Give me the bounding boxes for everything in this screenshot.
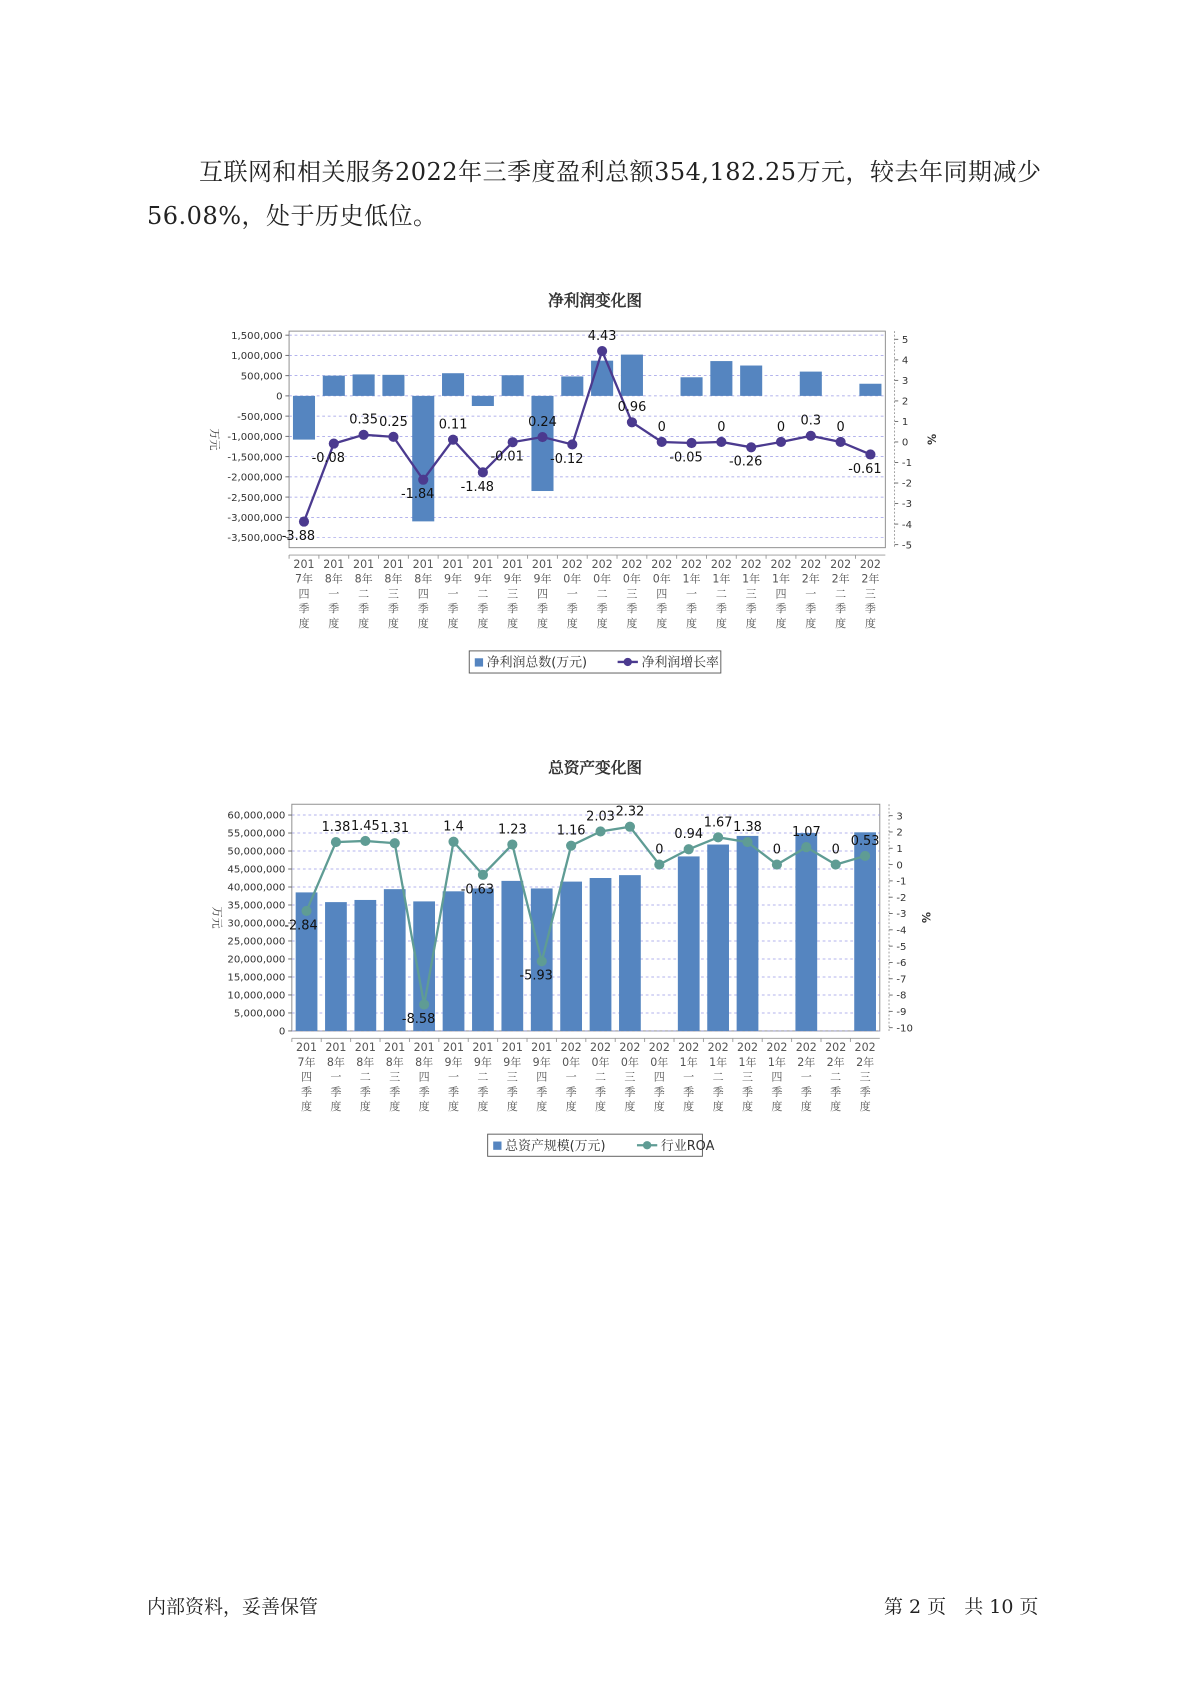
y2-tick-label: 1 xyxy=(901,417,909,429)
data-label: 0 xyxy=(772,842,782,858)
chart-title: 总资产变化图 xyxy=(548,760,643,777)
y2-tick-label: -3 xyxy=(901,499,913,511)
y2-tick-label: -1 xyxy=(901,458,913,470)
bar xyxy=(737,836,759,1031)
bar xyxy=(859,384,881,396)
data-label: -0.01 xyxy=(490,449,524,465)
y2-tick-label: 5 xyxy=(901,335,909,347)
line-point xyxy=(742,837,752,847)
line-point xyxy=(448,435,458,445)
total-unit: 页 xyxy=(1019,1596,1039,1618)
line-point xyxy=(390,838,400,848)
bar xyxy=(325,902,347,1031)
x-tick-label: 201 9年二季度 xyxy=(472,1041,494,1114)
y2-tick-label: -2 xyxy=(896,892,907,904)
y-tick-label: 35,000,000 xyxy=(227,900,286,912)
line-point xyxy=(299,517,309,527)
line-point xyxy=(566,841,576,851)
line-point xyxy=(657,437,667,447)
bar xyxy=(681,377,703,396)
data-label: -0.12 xyxy=(550,451,584,467)
data-label: 0 xyxy=(836,419,845,435)
line-point xyxy=(507,839,517,849)
y2-tick-label: -5 xyxy=(901,540,913,552)
y-tick-label: 10,000,000 xyxy=(227,990,286,1002)
line-point xyxy=(301,906,311,916)
data-label: 2.32 xyxy=(615,804,645,820)
bar xyxy=(293,396,315,440)
y2-tick-label: -9 xyxy=(896,1007,907,1019)
line-point xyxy=(567,439,577,449)
line-point xyxy=(654,860,664,870)
summary-paragraph xyxy=(147,150,1047,238)
x-tick-label: 201 7年四季度 xyxy=(293,557,315,630)
x-tick-label: 201 8年三季度 xyxy=(384,1041,406,1114)
x-tick-label: 202 0年四季度 xyxy=(651,557,673,630)
page-unit: 页 xyxy=(927,1596,947,1618)
line-point xyxy=(716,437,726,447)
y-tick-label: 45,000,000 xyxy=(227,864,286,876)
page-prefix: 第 xyxy=(884,1596,904,1618)
x-tick-label: 202 2年二季度 xyxy=(825,1041,847,1114)
y-tick-label: 5,000,000 xyxy=(233,1008,286,1020)
x-tick-label: 202 0年三季度 xyxy=(619,1041,641,1114)
data-label: -2.84 xyxy=(284,918,318,934)
footer-confidential-note: 内部资料，妥善保管 xyxy=(147,1596,319,1618)
data-label: 0 xyxy=(831,842,840,858)
line-point xyxy=(865,449,875,459)
legend-swatch-point xyxy=(643,1141,651,1149)
chart-svg xyxy=(0,760,1191,1230)
summary-text: 互联网和相关服务2022年三季度盈利总额354,182.25万元，较去年同期减少56.08%，处于历史低位。 xyxy=(147,158,1042,230)
y2-tick-label: 3 xyxy=(901,376,909,388)
line-point xyxy=(860,851,870,861)
y-tick-label: 30,000,000 xyxy=(227,918,286,930)
line-point xyxy=(801,842,811,852)
line-point xyxy=(537,956,547,966)
chart-svg xyxy=(0,262,1191,732)
y2-tick-label: 4 xyxy=(901,355,909,367)
line-point xyxy=(508,437,518,447)
data-label: 0.53 xyxy=(850,833,880,849)
x-tick-label: 202 1年四季度 xyxy=(770,557,792,630)
line-point xyxy=(419,999,429,1009)
x-tick-label: 201 9年四季度 xyxy=(531,1041,553,1114)
line-point xyxy=(360,836,370,846)
bar xyxy=(560,882,582,1031)
x-tick-label: 201 9年一季度 xyxy=(442,1041,465,1114)
bar xyxy=(561,376,583,395)
line-point xyxy=(331,837,341,847)
y-tick-label: 60,000,000 xyxy=(227,810,286,822)
y2-tick-label: -2 xyxy=(901,478,913,490)
page-number: 2 xyxy=(909,1596,922,1618)
line-point xyxy=(772,860,782,870)
data-label: 1.07 xyxy=(791,825,821,841)
x-tick-label: 201 9年三季度 xyxy=(502,557,524,630)
y2-tick-label: -4 xyxy=(896,925,907,937)
bar xyxy=(323,376,345,396)
data-label: 2.03 xyxy=(586,809,615,825)
y-tick-label: -500,000 xyxy=(237,411,283,423)
data-label: 0 xyxy=(717,419,726,435)
data-label: 0 xyxy=(657,419,666,435)
bar xyxy=(384,889,406,1031)
bar xyxy=(472,396,494,406)
y-tick-label: 500,000 xyxy=(240,371,283,383)
line-point xyxy=(448,837,458,847)
y-axis-title: 万元 xyxy=(210,906,224,929)
bar xyxy=(800,372,822,396)
data-label: 1.38 xyxy=(733,820,762,836)
y2-tick-label: 2 xyxy=(896,827,903,839)
bar xyxy=(382,375,404,396)
bar xyxy=(795,833,817,1031)
data-label: 1.16 xyxy=(556,823,586,839)
x-tick-label: 202 2年一季度 xyxy=(800,557,822,630)
x-tick-label: 202 2年一季度 xyxy=(795,1041,817,1114)
data-label: -1.84 xyxy=(401,487,435,503)
bar xyxy=(412,396,434,521)
x-tick-label: 202 1年三季度 xyxy=(736,1041,759,1114)
bar xyxy=(443,891,465,1031)
line-point xyxy=(595,826,605,836)
footer-page-info xyxy=(884,1592,1044,1619)
y-tick-label: -2,000,000 xyxy=(227,472,283,484)
bar xyxy=(442,373,464,396)
line-point xyxy=(713,832,723,842)
x-tick-label: 202 0年二季度 xyxy=(591,557,613,630)
y-tick-label: 55,000,000 xyxy=(227,828,286,840)
line-point xyxy=(597,346,607,356)
x-tick-label: 201 8年四季度 xyxy=(413,1041,435,1114)
x-tick-label: 201 8年二季度 xyxy=(353,557,375,630)
data-label: -3.88 xyxy=(281,529,316,545)
y2-tick-label: -4 xyxy=(901,519,913,531)
total-assets-chart xyxy=(0,760,1191,1230)
y-tick-label: 20,000,000 xyxy=(227,954,286,966)
line-point xyxy=(746,442,756,452)
data-label: 0.35 xyxy=(349,412,378,428)
bar xyxy=(472,888,494,1031)
chart-title: 净利润变化图 xyxy=(548,291,643,311)
bar xyxy=(502,375,524,396)
y-tick-label: 1,000,000 xyxy=(231,351,283,363)
y-tick-label: 15,000,000 xyxy=(227,972,286,984)
bar xyxy=(501,881,523,1031)
total-prefix: 共 xyxy=(964,1596,984,1618)
x-tick-label: 202 1年二季度 xyxy=(710,557,732,630)
data-label: 0.11 xyxy=(438,417,468,433)
y-tick-label: 50,000,000 xyxy=(227,846,286,858)
y-tick-label: 1,500,000 xyxy=(231,330,283,342)
y-tick-label: -1,500,000 xyxy=(227,452,283,464)
x-tick-label: 202 1年一季度 xyxy=(681,557,703,630)
line-point xyxy=(806,431,816,441)
y2-tick-label: 0 xyxy=(901,437,909,449)
data-label: -0.05 xyxy=(669,450,703,466)
data-label: -0.08 xyxy=(311,451,345,467)
data-label: 0.96 xyxy=(617,400,647,416)
data-label: 1.45 xyxy=(350,818,380,834)
y2-tick-label: -5 xyxy=(896,941,907,953)
y2-tick-label: 1 xyxy=(896,843,903,855)
bar xyxy=(854,832,876,1031)
x-tick-label: 202 0年四季度 xyxy=(648,1041,670,1114)
y2-tick-label: 3 xyxy=(896,811,903,823)
y-tick-label: -3,000,000 xyxy=(227,513,283,525)
data-label: -0.61 xyxy=(848,461,882,477)
x-tick-label: 201 8年二季度 xyxy=(354,1041,376,1114)
bar xyxy=(678,856,700,1031)
data-label: -0.63 xyxy=(460,882,495,898)
x-tick-label: 201 9年二季度 xyxy=(472,557,494,630)
x-tick-label: 202 0年一季度 xyxy=(561,557,583,630)
bar xyxy=(590,878,612,1031)
y-tick-label: -2,500,000 xyxy=(227,492,283,504)
y2-tick-label: -6 xyxy=(896,958,907,970)
y2-tick-label: -10 xyxy=(896,1023,913,1035)
y-tick-label: -1,000,000 xyxy=(227,432,283,444)
x-tick-label: 201 8年一季度 xyxy=(325,1041,347,1114)
line-point xyxy=(478,870,488,880)
bar xyxy=(621,355,643,396)
data-label: 0.3 xyxy=(800,413,822,429)
y-tick-label: 25,000,000 xyxy=(227,936,286,948)
x-tick-label: 201 9年三季度 xyxy=(501,1041,523,1114)
y2-tick-label: 2 xyxy=(901,396,909,408)
x-tick-label: 202 0年二季度 xyxy=(589,1041,612,1114)
line-point xyxy=(388,432,398,442)
legend-label-bar: 净利润总数(万元) xyxy=(486,655,588,671)
x-tick-label: 202 1年一季度 xyxy=(678,1041,700,1114)
data-label: -5.93 xyxy=(519,968,553,984)
data-label: 0 xyxy=(655,842,664,858)
y2-tick-label: 0 xyxy=(896,860,903,872)
x-tick-label: 201 9年四季度 xyxy=(531,557,554,630)
data-label: 0.24 xyxy=(528,414,557,430)
line-point xyxy=(686,438,696,448)
data-label: 1.67 xyxy=(703,815,733,831)
line-point xyxy=(831,860,841,870)
bar xyxy=(707,845,729,1031)
x-tick-label: 202 2年二季度 xyxy=(830,557,852,630)
line-point xyxy=(625,822,635,832)
legend-swatch-bar xyxy=(475,658,483,666)
y2-tick-label: -3 xyxy=(896,909,907,921)
line-point xyxy=(418,475,428,485)
legend-label-line: 净利润增长率 xyxy=(641,655,719,671)
total-pages: 10 xyxy=(989,1596,1014,1618)
data-label: 1.23 xyxy=(497,822,527,838)
x-tick-label: 202 2年三季度 xyxy=(859,557,881,630)
bar xyxy=(353,374,375,395)
bar xyxy=(354,900,376,1031)
bar xyxy=(531,396,553,491)
x-tick-label: 201 7年四季度 xyxy=(295,1041,318,1114)
x-tick-label: 201 8年一季度 xyxy=(323,557,345,630)
y2-axis-title: % xyxy=(924,433,938,445)
line-point xyxy=(776,437,786,447)
line-point xyxy=(537,432,547,442)
line-point xyxy=(329,439,339,449)
data-label: 4.43 xyxy=(587,328,617,344)
bar xyxy=(710,361,732,396)
data-label: 0 xyxy=(776,419,786,435)
line-point xyxy=(836,437,846,447)
y-tick-label: 0 xyxy=(278,1026,286,1038)
y2-tick-label: -7 xyxy=(896,974,907,986)
data-label: -1.48 xyxy=(460,479,495,495)
x-tick-label: 202 1年二季度 xyxy=(707,1041,729,1114)
x-tick-label: 202 0年一季度 xyxy=(560,1041,582,1114)
x-tick-label: 202 2年三季度 xyxy=(854,1041,876,1114)
y2-axis-title: % xyxy=(919,912,933,924)
data-label: 1.38 xyxy=(321,820,351,836)
y2-tick-label: -1 xyxy=(896,876,907,888)
legend-label-bar: 总资产规模(万元) xyxy=(505,1138,606,1154)
net-profit-chart xyxy=(0,262,1191,732)
legend-swatch-bar xyxy=(493,1142,501,1150)
y-tick-label: 40,000,000 xyxy=(227,882,286,894)
data-label: 1.31 xyxy=(380,821,410,837)
y-tick-label: -3,500,000 xyxy=(227,533,283,545)
x-tick-label: 201 8年三季度 xyxy=(382,557,404,630)
line-point xyxy=(478,467,488,477)
line-point xyxy=(684,844,694,854)
data-label: -8.58 xyxy=(401,1011,436,1027)
x-tick-label: 202 1年三季度 xyxy=(740,557,762,630)
line-point xyxy=(359,430,369,440)
y-tick-label: 0 xyxy=(276,391,283,403)
legend-label-line: 行业ROA xyxy=(660,1138,715,1154)
x-tick-label: 202 1年四季度 xyxy=(766,1041,788,1114)
x-tick-label: 201 9年一季度 xyxy=(442,557,464,630)
y2-tick-label: -8 xyxy=(896,990,907,1002)
legend-swatch-point xyxy=(624,658,632,666)
data-label: 0.94 xyxy=(674,827,704,843)
data-label: 0.25 xyxy=(379,414,408,430)
line-point xyxy=(627,417,637,427)
bar xyxy=(619,875,641,1031)
x-tick-label: 202 0年三季度 xyxy=(621,557,643,630)
x-tick-label: 201 8年四季度 xyxy=(412,557,434,630)
bar xyxy=(740,366,762,396)
y-axis-title: 万元 xyxy=(207,428,221,451)
data-label: 1.4 xyxy=(443,819,464,835)
data-label: -0.26 xyxy=(728,454,763,470)
